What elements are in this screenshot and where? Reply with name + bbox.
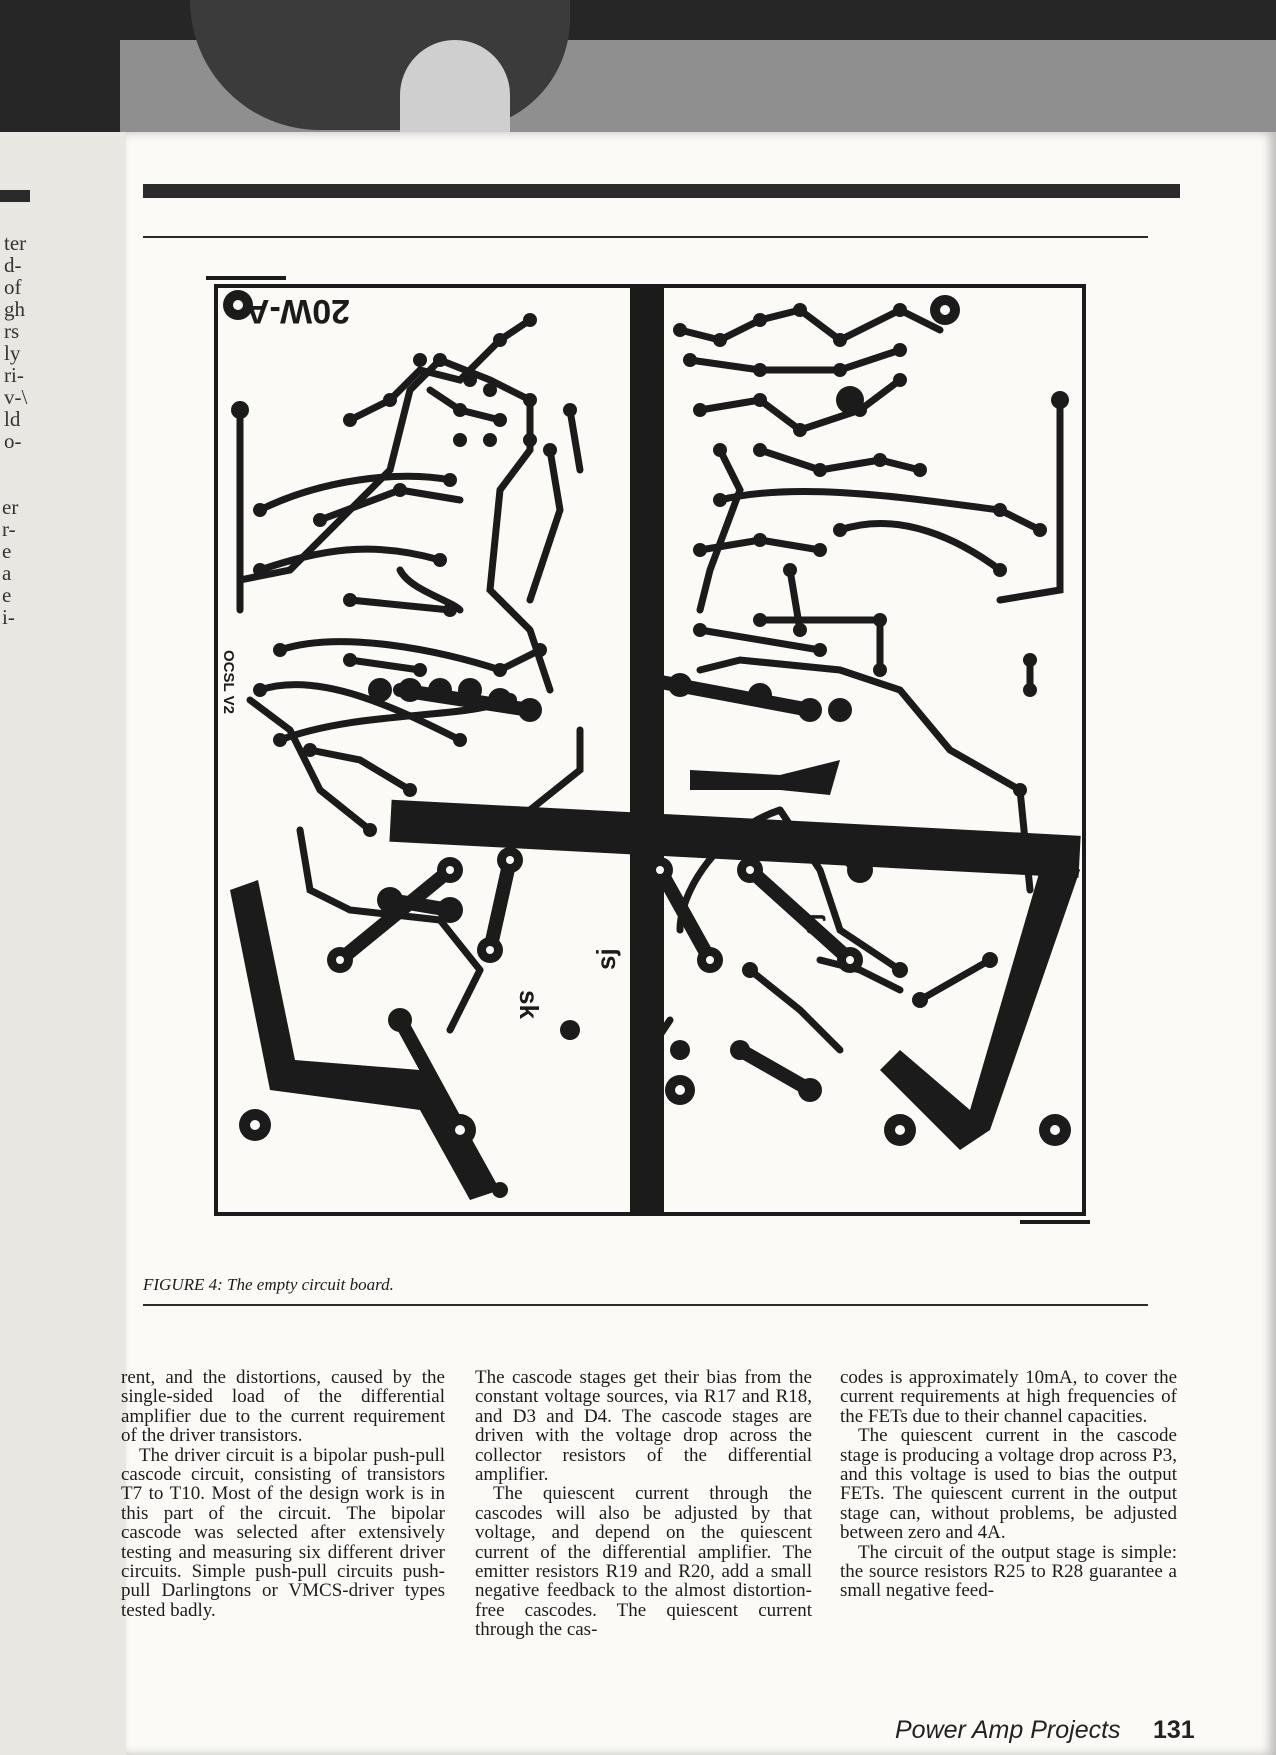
- left-page-fragment: gh: [4, 297, 25, 321]
- left-page-fragment: ri-: [4, 363, 24, 387]
- paragraph: The quiescent current in the cascode stage is producing a voltage drop across P3, and this voltage is used to bias the output FETs. The quiescent current in the output stage can, without problems, be adjusted between zero and 4A.: [840, 1425, 1177, 1544]
- text-column-1: [121, 1368, 445, 1620]
- paragraph: rent, and the distortions, caused by the single-sided load of the differential amplifier due to the current requirement of the driver transistors.: [121, 1367, 445, 1447]
- left-page-fragment: a: [2, 561, 12, 585]
- left-page-fragment: er: [2, 495, 19, 519]
- left-page-fragment: v-\: [4, 385, 28, 409]
- left-page-fragment: r-: [2, 517, 16, 541]
- running-footer: Power Amp Projects: [895, 1716, 1121, 1744]
- left-page-rule: [0, 190, 30, 202]
- board-title: 20W-A: [244, 292, 350, 330]
- pad-label-sk-1: sk: [254, 1000, 284, 1029]
- text-column-3: [840, 1368, 1177, 1601]
- left-page-fragment: ly: [4, 341, 21, 365]
- figure-caption: FIGURE 4: The empty circuit board.: [143, 1275, 394, 1294]
- paragraph: The driver circuit is a bipolar push-pull cascode circuit, consisting of transistors T7 to T10. Most of the design work is in this part of the circuit. The bipolar cascode was selected after extensively testing and measuring six different driver circuits. Simple push-pull circuits push-pull Darlingtons or VMCS-driver types tested badly.: [121, 1444, 445, 1621]
- circuit-board-figure: [200, 270, 1100, 1230]
- left-page-fragment: ld: [4, 407, 21, 431]
- left-page-fragment: e: [2, 539, 12, 563]
- left-page-fragment: e: [2, 583, 12, 607]
- left-page-fragment: i-: [2, 605, 15, 629]
- photo-background: [0, 0, 1276, 132]
- pad-label-sk-2: sk: [514, 990, 544, 1019]
- top-rule-thick: [143, 184, 1180, 198]
- top-rule-thin: [143, 236, 1148, 238]
- paragraph: The quiescent current through the cascodes will also be adjusted by that voltage, and depend on the quiescent current of the differential amplifier. The emitter resistors R19 and R20, add a small negative feedback to the almost distortion-free cascodes. The quiescent current through the cas-: [475, 1483, 812, 1641]
- paragraph: The circuit of the output stage is simple: the source resistors R25 to R28 guarantee a small negative feed-: [840, 1541, 1177, 1602]
- left-page-fragment: rs: [4, 319, 20, 343]
- page-number: 131: [1153, 1716, 1195, 1744]
- pad-label-sj-2: sj: [796, 913, 826, 935]
- pad-label-sj-1: sj: [591, 948, 621, 970]
- paragraph: The cascode stages get their bias from the constant voltage sources, via R17 and R18, and D3 and D4. The cascode stages are driven with the voltage drop across the collector resistors of the differential amplifier.: [475, 1367, 812, 1486]
- left-page-fragment: o-: [4, 429, 22, 453]
- paragraph: codes is approximately 10mA, to cover the current requirements at high frequencies of the FETs due to their channel capacities.: [840, 1367, 1177, 1427]
- board-side-label: OCSL V2: [220, 650, 237, 714]
- caption-rule: [143, 1304, 1148, 1306]
- left-page-fragment: ter: [4, 231, 27, 255]
- left-page-fragment: of: [4, 275, 22, 299]
- left-page-fragment: d-: [4, 253, 22, 277]
- left-page-edge: [0, 132, 126, 1755]
- text-column-2: [475, 1368, 812, 1640]
- ground-bus-vertical: [630, 286, 664, 1214]
